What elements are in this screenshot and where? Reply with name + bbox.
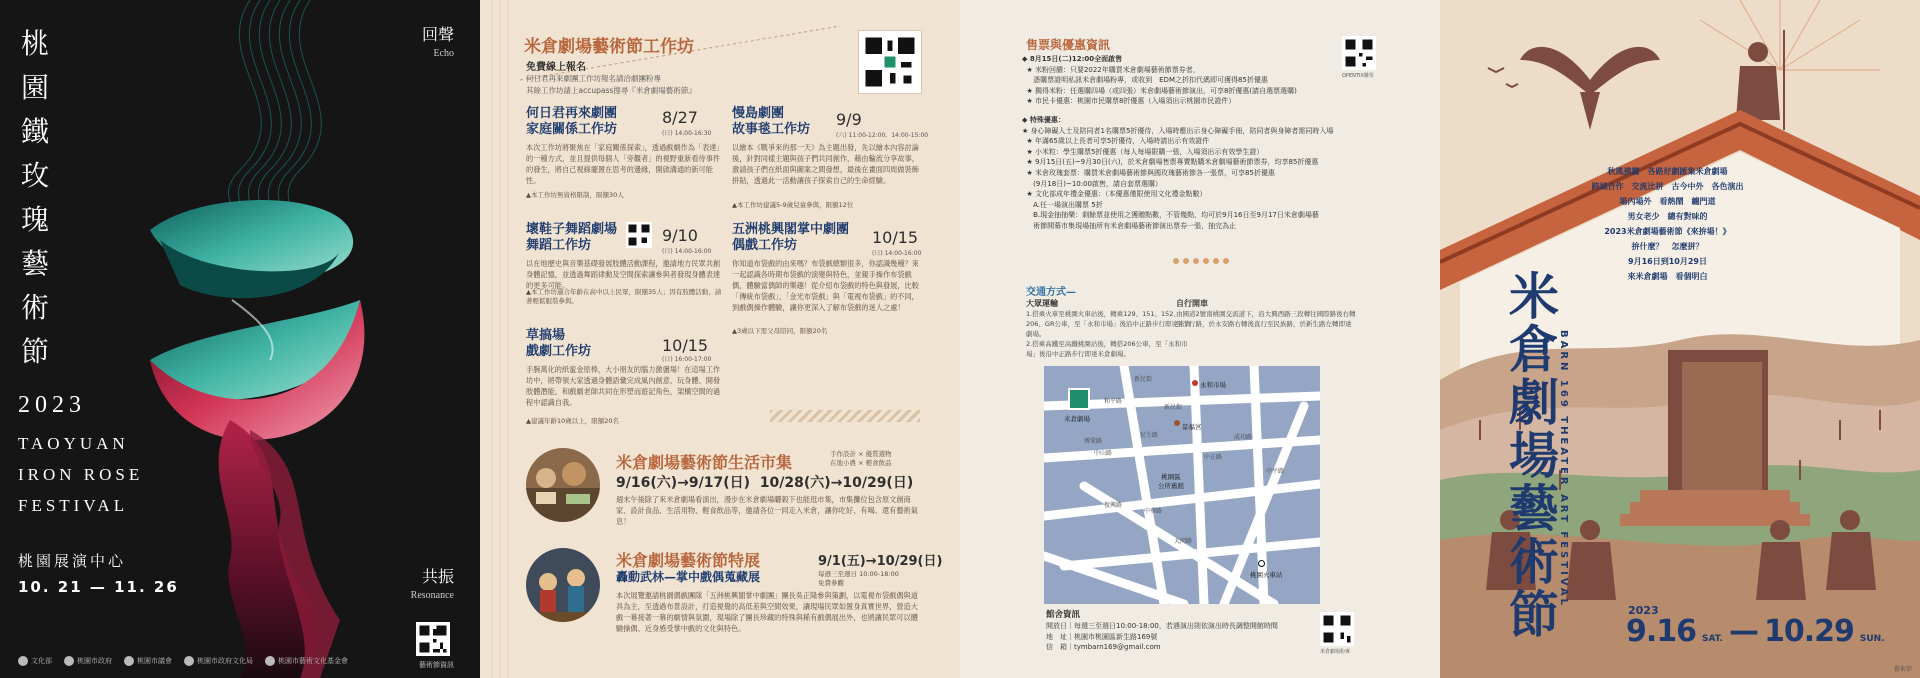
ticket-line: ★ 米倉玫瑰套票：購買米倉劇場藝術節與國玫瑰藝術節各一張票，可享85折優惠 bbox=[1022, 168, 1275, 177]
barn-festival-year: 2023 bbox=[1628, 604, 1659, 617]
workshop-note: ▲本工作坊建議5-9歲兒童參與，限額12位 bbox=[732, 201, 854, 209]
workshop-note: ▲3歲以下需父母陪同，限額20名 bbox=[732, 327, 828, 335]
free-signup-label: 免費線上報名 bbox=[526, 62, 586, 73]
road-label: 中正路 bbox=[1204, 454, 1223, 461]
intro-line: 秋風拂麗 各路好劇匯集米倉劇場 bbox=[1607, 167, 1728, 176]
workshop-date: 10/15 bbox=[872, 228, 919, 247]
title-char: 桃 bbox=[20, 27, 49, 60]
echo-label: 回聲 bbox=[421, 25, 454, 44]
title-char: 瑰 bbox=[20, 203, 49, 236]
road-label: 中平路 bbox=[1266, 468, 1285, 475]
exhibit-title: 米倉劇場藝術節特展 bbox=[616, 551, 761, 570]
driving-title: 自行開車 bbox=[1176, 299, 1208, 308]
title-char: 藝 bbox=[20, 247, 49, 280]
road-label: 新民街 bbox=[1134, 376, 1153, 383]
workshop-title: 五洲桃興閣掌中劇團 偶戲工作坊 bbox=[732, 222, 850, 253]
sponsor-logo: 桃園市議會 bbox=[124, 656, 172, 666]
road-label: 新民街 bbox=[1164, 404, 1183, 411]
dot-divider bbox=[1173, 258, 1229, 264]
intro-line: 拚什麼？ 怎麼拼？ bbox=[1631, 242, 1704, 251]
train-station-icon bbox=[1258, 560, 1265, 567]
festival-intro bbox=[1560, 164, 1775, 284]
festival-vertical-title bbox=[18, 22, 52, 374]
date-separator: — bbox=[1728, 614, 1758, 649]
ticket-line: ◆ 8月15日(二)12:00全面啟售 bbox=[1022, 55, 1123, 63]
sponsor-logo: 桃園市政府文化局 bbox=[184, 656, 253, 666]
ticket-qr-code[interactable] bbox=[1342, 36, 1376, 70]
sponsor-logo: 桃園市藝術文化基金會 bbox=[265, 656, 348, 666]
title-char: 園 bbox=[20, 71, 49, 104]
driving-text: 由國道2號南桃園交流道下，沿大興西路三段轉往國際路後右轉至少行路，於永安路右轉後直行至民族路，於新生路左轉即達 bbox=[1176, 310, 1356, 328]
workshop-time: (六) 11:00-12:00、14:00-15:00 bbox=[836, 132, 929, 139]
exhibit-dates: 9/1(五)→10/29(日) bbox=[818, 554, 943, 569]
road-label: 和平路 bbox=[1104, 398, 1123, 405]
venue-qr-code[interactable] bbox=[1320, 612, 1354, 646]
resonance-english: Resonance bbox=[410, 590, 454, 601]
workshop-description: 以繪本《戰爭來的那一天》為主題出發，先以繪本內容討論後，針對同樣主題與孩子們共同創作，藉由輪流分享故事，激請孩子們在紙面與圖案之間發想，最後在畫面四周做裝飾拼貼，透過此一活動讓孩子探索自己的生命經驗。 bbox=[732, 143, 919, 185]
ticket-line: ◆ 特殊優惠： bbox=[1022, 115, 1065, 124]
intro-line: 男女老少 總有對味的 bbox=[1627, 212, 1708, 221]
temple-icon bbox=[1174, 420, 1180, 426]
title-char: 倉 bbox=[1509, 320, 1559, 379]
title-char: 鐵 bbox=[20, 115, 49, 148]
exhibit-photo bbox=[526, 548, 600, 622]
road-label: 成功路 bbox=[1234, 434, 1253, 441]
end-day: SUN. bbox=[1859, 634, 1885, 644]
market-subtitle: 手作設計 × 優質選物 在地小農 × 輕食飲品 bbox=[830, 450, 892, 467]
ticket-line: ★ 小米粒：學生購票5折優惠（每人每場限購一張，入場須出示有效學生證） bbox=[1022, 147, 1264, 156]
workshop-title: 草搞場 戲劇工作坊 bbox=[526, 328, 592, 359]
ticket-line: ★ 獨得米粉：任選購四場（或四張）米倉劇場藝術節演出，可享8折優惠(請自選票選購) bbox=[1022, 86, 1297, 95]
intro-line: 場內場外 看熱鬧 纏門道 bbox=[1619, 197, 1716, 206]
map-label-temple: 景福宮 bbox=[1182, 423, 1202, 431]
intro-line: 來米倉劇場 看個明白 bbox=[1627, 272, 1708, 281]
ticket-line: ★ 9月15日(五)~9月30日(六)，於米倉劇場售票專賣點購米倉劇場藝術節票券，均享85折優惠 bbox=[1022, 158, 1319, 167]
workshop-qr-code[interactable] bbox=[626, 222, 652, 248]
road-label: 中山路 bbox=[1094, 450, 1113, 457]
workshop-time: (日) 14:00-16:00 bbox=[662, 248, 712, 255]
festival-english-title bbox=[18, 428, 143, 521]
workshop-time: (日) 14:00-16:00 bbox=[872, 250, 922, 257]
workshop-description: 手腕萬化的紙蜜金原棒，大小朋友的腦力激盪場！在這場工作坊中，將帶領大家透過身體語彙完成風內創意、玩身體、開發肢體潛能，和戲劇老師共同在形塑而遊記角色，架構空間的過程中認識自我。 bbox=[526, 365, 721, 407]
ticket-line: 術節開幕市集現場抽所有米倉劇場藝術節演出票券一張，抽完為止 bbox=[1022, 221, 1237, 230]
festival-dates: 10. 21 — 11. 26 bbox=[18, 578, 179, 596]
intro-line: 跨域合作 交流比拼 古今中外 各色演出 bbox=[1591, 182, 1744, 191]
barn-festival-english: BARN 169 THEATER ART FESTIVAL bbox=[1558, 330, 1569, 608]
barn-festival-dates bbox=[1626, 614, 1885, 649]
poster-iron-rose bbox=[0, 0, 480, 678]
free-signup-text: 何日君再來劇團工作坊報名請洽劇團粉專 其餘工作坊請上accupass搜尋『米倉劇場藝術節』 bbox=[526, 74, 696, 95]
venue-qr-label: 米倉劇場粉專 bbox=[1320, 649, 1351, 655]
workshop-time: (日) 16:00-17:00 bbox=[662, 356, 712, 363]
title-char: 節 bbox=[20, 335, 49, 368]
workshop-date: 9/9 bbox=[836, 110, 862, 129]
road-label: 民生路 bbox=[1140, 432, 1159, 439]
workshop-panel bbox=[480, 0, 960, 678]
title-char: 節 bbox=[1509, 585, 1559, 644]
workshop-description: 本次工作坊將聚焦在「家庭關係探索」，透過戲劇作為「表達」的一種方式，並且提供每個人「旁觀者」的視野重新看待事件的發生，將自己視線擺置在思考的邊緣，開啟溝通的新可能性。 bbox=[526, 143, 721, 185]
end-date: 10.29 bbox=[1763, 614, 1854, 649]
festival-year: 2023 bbox=[18, 392, 86, 418]
workshop-note: ▲本工作坊適合年齡在高中以上民眾，限額35人；因有肢體活動，請著輕鬆服裝參與。 bbox=[526, 288, 722, 305]
intro-line: 9月16日到10月29日 bbox=[1628, 257, 1707, 266]
ticket-line: ★ 市民卡優惠：桃園市民購票8折優惠（入場須出示桃園市民證件） bbox=[1022, 97, 1236, 106]
ticket-line: ★ 文化部成年禮金優惠：（本優惠僅限使用文化禮金點數） bbox=[1022, 190, 1207, 199]
poster-barn-theater bbox=[1440, 0, 1920, 678]
title-char: 玫 bbox=[20, 159, 49, 192]
public-transport-title: 大眾運輸 bbox=[1026, 299, 1058, 308]
road-label: 中華路 bbox=[1144, 508, 1163, 515]
workshop-section-title: 米倉劇場藝術節工作坊 bbox=[524, 37, 694, 57]
map-label-market: 永和市場 bbox=[1200, 381, 1226, 389]
workshop-title: 慢島劇團 故事毯工作坊 bbox=[732, 106, 811, 137]
english-line: FESTIVAL bbox=[18, 496, 129, 515]
english-line: TAOYUAN bbox=[18, 434, 129, 453]
ticket-line: B.現金抽抽樂：剩餘票並使用之獲贈點數，不管幾點，均可於9月16日至9月17日米倉劇場藝 bbox=[1022, 211, 1319, 220]
ticket-line: 憑購票證明私訊米倉劇場粉專，或收到 EDM之折扣代碼即可獲得85折優惠 bbox=[1022, 76, 1268, 85]
venue-info-line: 開放日｜每週三至週日10:00-18:00，若遇演出則依演出時長調整開館時間 bbox=[1046, 622, 1278, 630]
start-date: 9.16 bbox=[1626, 614, 1697, 649]
venue-info-line: 地 址｜桃園市桃園區新生路169號 bbox=[1046, 632, 1158, 641]
market-photo bbox=[526, 448, 600, 522]
map-pin-icon bbox=[1192, 380, 1198, 386]
workshop-title: 何日君再來劇團 家庭關係工作坊 bbox=[526, 106, 618, 137]
ticket-line: ★ 年滿65歲以上長者可享5折優待，入場時請出示有效證件 bbox=[1022, 137, 1210, 146]
location-map[interactable] bbox=[1044, 366, 1320, 604]
swirl-artwork bbox=[0, 0, 480, 678]
ticket-info-list bbox=[1022, 54, 1352, 232]
workshop-date: 9/10 bbox=[662, 226, 698, 245]
road-label: 博愛路 bbox=[1084, 438, 1103, 445]
title-char: 米 bbox=[1509, 267, 1559, 326]
sponsor-logo: 桃園市政府 bbox=[64, 656, 112, 666]
workshop-note: ▲建議年齡10歲以上，限額20名 bbox=[526, 417, 620, 425]
ticket-line: ★ 身心障礙人士及陪同者1名購票5折優待，入場時應出示身心障礙手冊，陪同者與身障者需同時入場 bbox=[1022, 126, 1334, 135]
festival-venue: 桃園展演中心 bbox=[18, 552, 127, 570]
ticket-section-title: 售票與優惠資訊 bbox=[1026, 38, 1111, 52]
start-day: SAT. bbox=[1702, 634, 1723, 644]
intro-line: 2023米倉劇場藝術節《來拚場！》 bbox=[1604, 227, 1731, 236]
title-char: 術 bbox=[20, 291, 49, 324]
public-transport-text: 1.搭乘火車至桃園火車站後，轉乘129、151、152、206、GR公車，至「永和市場」後沿中正路步行即達米倉劇場。 2.搭乘高鐵至高鐵桃園站後，轉搭206公車，至「永和市場」後沿中正路步行即達米倉劇場。 bbox=[1026, 310, 1191, 358]
sponsor-logo: 文化部 bbox=[18, 656, 52, 666]
venue-marker-icon[interactable] bbox=[1068, 388, 1090, 410]
venue-info-title: 館舍資訊 bbox=[1046, 610, 1081, 620]
title-char: 術 bbox=[1509, 532, 1559, 591]
ticket-transport-panel bbox=[960, 0, 1440, 678]
qr-label: 藝術節資訊 bbox=[419, 661, 454, 669]
market-dates: 9/16(六)→9/17(日) 10/28(六)→10/29(日) bbox=[616, 475, 914, 491]
workshop-description: 以在地歷史與音樂基礎發展肢體活動課程，邀請地方民眾共創身體記憶，並透過舞蹈律動及空間探索讓參與者發現身體表達的更多可能。 bbox=[526, 259, 721, 290]
road-label: 復興路 bbox=[1104, 502, 1123, 509]
venue-info bbox=[1046, 621, 1278, 653]
map-label-hall: 桃園區 公所舊館 bbox=[1158, 473, 1184, 490]
title-char: 場 bbox=[1509, 426, 1559, 485]
workshop-date: 8/27 bbox=[662, 108, 698, 127]
market-title: 米倉劇場藝術節生活市集 bbox=[616, 453, 793, 472]
ticket-line: ★ 米粉回饋：只要2022年購買米倉劇場藝術節票券者， bbox=[1022, 65, 1200, 74]
exhibit-subtitle: 轟動武林—掌中戲偶蒐藏展 bbox=[616, 570, 761, 584]
ticket-line: (9月18日)~10:00啟售，請自套票選購） bbox=[1022, 179, 1162, 188]
resonance-label: 共振 bbox=[421, 567, 454, 586]
sponsor-logos bbox=[18, 656, 348, 666]
echo-english: Echo bbox=[433, 48, 454, 59]
title-char: 劇 bbox=[1509, 373, 1559, 432]
market-description: 週末午後除了來米倉劇場看演出，漫步在米倉劇場曬榖下也能逛市集，市集攤位包含原文創商家、設計食品、生活用物、輕食飲品等，邀請各位一同走入米倉，讓你吃好、有喝、還有藝術氣息！ bbox=[616, 495, 918, 526]
workshop-title: 壞鞋子舞蹈劇場 舞蹈工作坊 bbox=[526, 222, 618, 253]
venue-email[interactable]: 信 箱｜tymbarn169@gmail.com bbox=[1046, 643, 1161, 651]
workshop-time: (日) 14:00-16:30 bbox=[662, 130, 712, 137]
map-label-venue: 米倉劇場 bbox=[1064, 415, 1090, 423]
corner-label: 藝術節 bbox=[1893, 666, 1912, 673]
qr-code[interactable] bbox=[416, 622, 450, 656]
ticket-qr-label: OPENTIX購票 bbox=[1342, 73, 1374, 79]
map-label-station: 桃園火車站 bbox=[1250, 571, 1283, 579]
road-label: 大同路 bbox=[1174, 538, 1193, 545]
workshop-date: 10/15 bbox=[662, 336, 709, 355]
workshop-description: 你知道布袋戲的由來嗎？布袋戲總類很多，你認識幾種？來一起認識各時期布袋戲的演變與特色，並親手操作布袋戲偶，體驗當偶師的樂趣！從介紹布袋戲的特色與發展，比較「傳統布袋戲」、「金光布袋戲」與「電視布袋戲」的不同，到戲偶操作體驗，讓你更深入了解布袋戲的迷人之處！ bbox=[732, 259, 919, 312]
transport-title: 交通方式— bbox=[1026, 287, 1076, 298]
ticket-line: A.任一場演出購票 5折 bbox=[1022, 200, 1103, 209]
workshop-note: ▲本工作坊無資格限制，限額30人 bbox=[526, 191, 624, 199]
english-line: IRON ROSE bbox=[18, 465, 144, 484]
workshop-qr-code[interactable] bbox=[858, 30, 922, 94]
ticket-line bbox=[1022, 107, 1352, 115]
title-char: 藝 bbox=[1509, 479, 1559, 538]
exhibit-hours: 每週三至週日 10:00-18:00 免費參觀 bbox=[818, 570, 899, 587]
diagonal-stripe-decoration bbox=[770, 410, 920, 422]
exhibit-description: 本次展覽邀請桃園偶戲團隊「五洲桃興閣掌中劇團」團長吳正隆參與策劃，以電視布袋戲偶與道具為主，至透過布景設計，打造視覺的高低差與空間效果，讓現場民眾如置身真實世界，營造大戲一幕接著一幕的劇情與氛圍，現場除了團長珍藏的特殊與稀有戲偶展出外，也將讓民眾可以體驗操偶、近身感受掌中戲的文化與特色。 bbox=[616, 591, 918, 633]
